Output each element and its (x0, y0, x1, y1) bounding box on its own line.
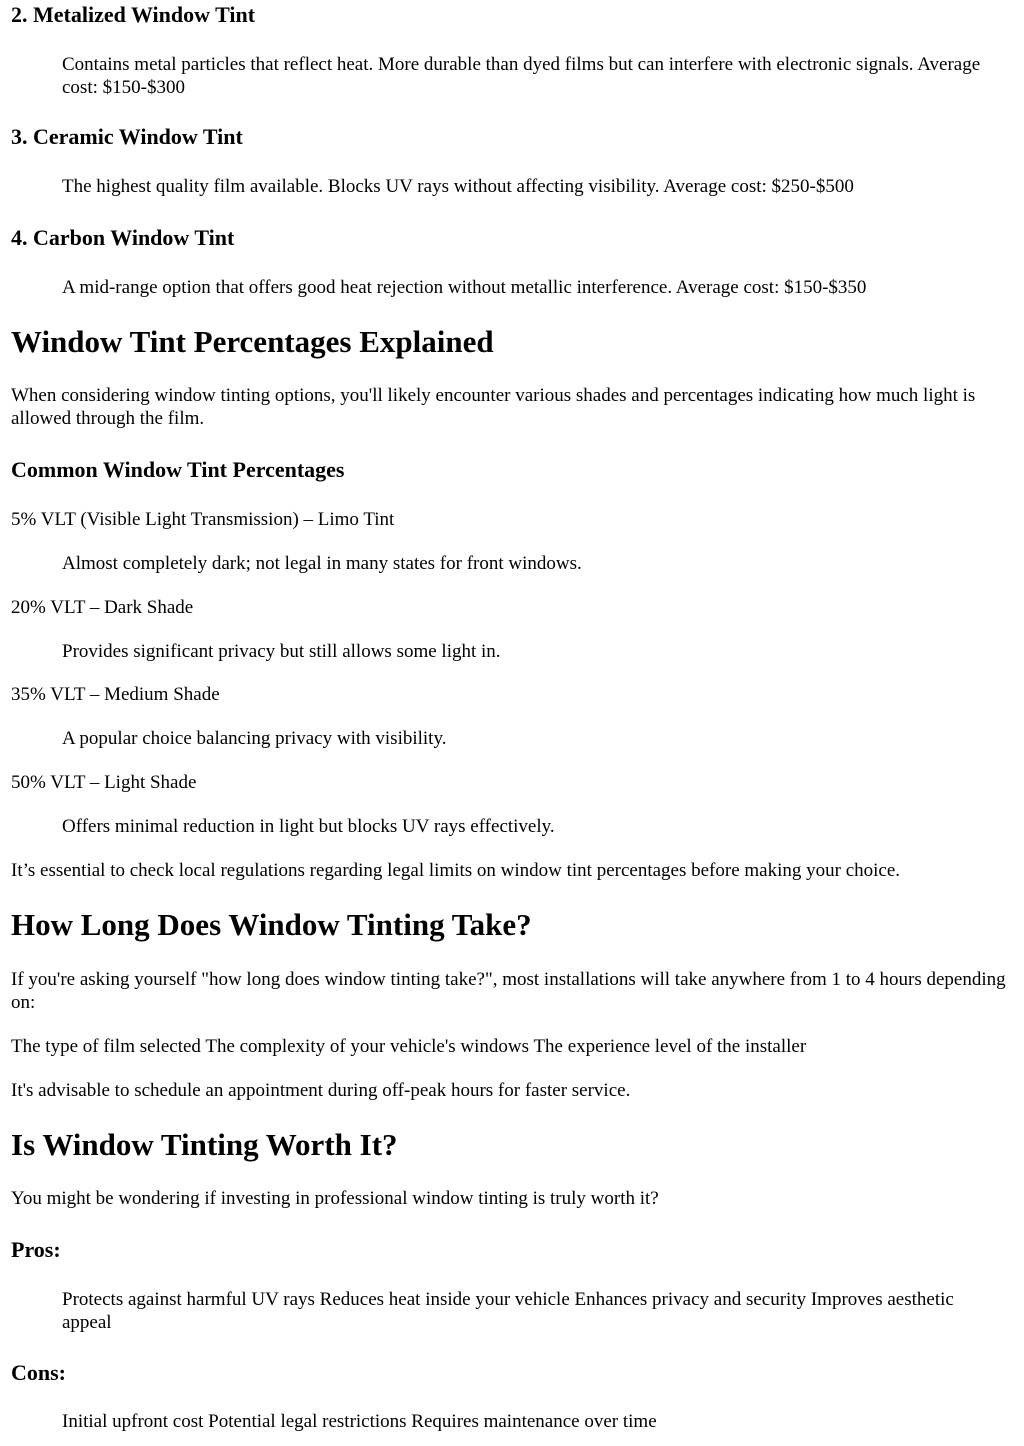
ceramic-tint-heading: 3. Ceramic Window Tint (11, 124, 243, 149)
duration-heading: How Long Does Window Tinting Take? (11, 907, 532, 942)
percentage-term-5: 5% VLT (Visible Light Transmission) – Limo Tint (11, 509, 395, 530)
percentages-intro: When considering window tinting options, you'll likely encounter various shades and percentages indicating how much light is allowed through the film. (11, 385, 976, 429)
cons-heading: Cons: (11, 1360, 67, 1385)
duration-factors: The type of film selected The complexity of your vehicle's windows The experience level of the installer (11, 1036, 807, 1057)
cons-list: Initial upfront cost Potential legal restrictions Requires maintenance over time (62, 1411, 657, 1432)
percentage-term-20: 20% VLT – Dark Shade (11, 597, 194, 618)
carbon-tint-description: A mid-range option that offers good heat rejection without metallic interference. Average cost: $150-$350 (62, 277, 867, 298)
percentages-heading: Window Tint Percentages Explained (11, 324, 494, 359)
metalized-tint-description: Contains metal particles that reflect heat. More durable than dyed films but can interfere with electronic signals. Average cost: $150-$300 (62, 54, 981, 98)
ceramic-tint-description: The highest quality film available. Blocks UV rays without affecting visibility. Average cost: $250-$500 (62, 176, 854, 197)
worth-heading: Is Window Tinting Worth It? (11, 1127, 398, 1162)
worth-intro: You might be wondering if investing in professional window tinting is truly worth it? (11, 1188, 659, 1209)
percentage-description-35: A popular choice balancing privacy with visibility. (62, 728, 447, 749)
carbon-tint-heading: 4. Carbon Window Tint (11, 225, 235, 250)
duration-intro: If you're asking yourself "how long does window tinting take?", most installations will take anywhere from 1 to 4 hours depending on: (11, 969, 1006, 1013)
pros-list: Protects against harmful UV rays Reduces heat inside your vehicle Enhances privacy and security Improves aesthetic appeal (62, 1289, 954, 1333)
duration-advice: It's advisable to schedule an appointment during off-peak hours for faster service. (11, 1080, 631, 1101)
percentage-description-20: Provides significant privacy but still allows some light in. (62, 641, 501, 662)
regulations-note: It’s essential to check local regulations regarding legal limits on window tint percentages before making your choice. (11, 860, 901, 881)
percentage-description-5: Almost completely dark; not legal in many states for front windows. (62, 553, 582, 574)
metalized-tint-heading: 2. Metalized Window Tint (11, 2, 256, 27)
common-percentages-heading: Common Window Tint Percentages (11, 457, 345, 482)
percentage-term-35: 35% VLT – Medium Shade (11, 684, 220, 705)
pros-heading: Pros: (11, 1237, 61, 1262)
percentage-term-50: 50% VLT – Light Shade (11, 772, 197, 793)
percentage-description-50: Offers minimal reduction in light but blocks UV rays effectively. (62, 816, 555, 837)
